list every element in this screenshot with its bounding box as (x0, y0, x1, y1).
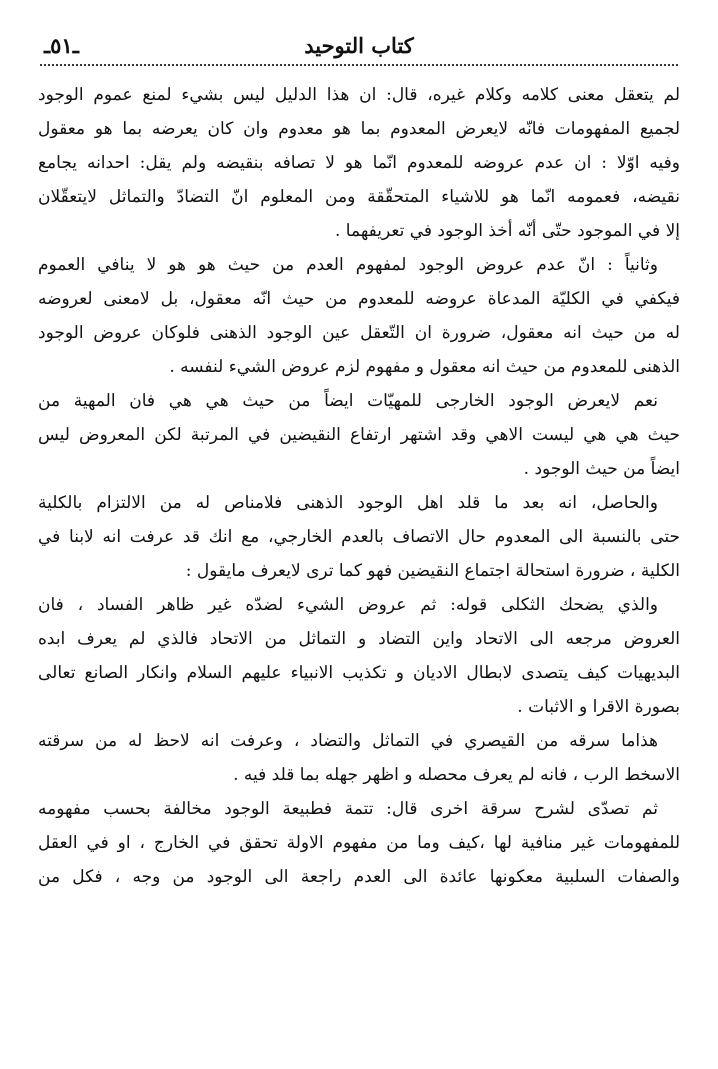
page-number: ـ٥١ـ (44, 33, 79, 58)
text-line: ايضاً من حيث الوجود . (523, 459, 680, 479)
body-text (38, 78, 680, 894)
text-line: هذاما سرقه من القيصري في التماثل والتضاد ، وعرفت انه لاحظ له من سرقته (38, 731, 658, 751)
running-title: كتاب التوحيد (304, 33, 414, 58)
text-line: نقيضه، فعمومه انّما هو للاشياء المتحقّقة ومن المعلوم انّ التضادّ والتماثل لايتعقّلان (38, 187, 680, 207)
text-line: وفيه اوّلا : ان عدم عروضه للمعدوم انّما هو لا تصافه بنقيضه ولم يقل: احدانه يجامع (38, 153, 680, 173)
text-line: حيث هي هي ليست الاهي وقد اشتهر ارتفاع النقيضين في المرتبة لكن المعروض ليس (38, 425, 680, 445)
header-divider (40, 64, 678, 66)
text-line: بصورة الاقرا و الاثبات . (517, 697, 680, 717)
text-line: البديهيات كيف يتصدى لابطال الاديان و تكذيب الانبياء عليهم السلام وانكار الصانع تعالى (38, 663, 680, 683)
text-line: إلا في الموجود حتّى أنّه أخذ الوجود في تعريفهما . (335, 221, 680, 241)
text-line: لجميع المفهومات فانّه لايعرض المعدوم بما هو معدوم وان كان يعرضه بما هو معقول (38, 119, 680, 139)
page-header (40, 28, 678, 64)
text-line: العروض مرجعه الى الاتحاد واين التضاد و التماثل من الاتحاد فالذي لم يعرف ابده (38, 629, 680, 649)
text-line: فيكفي في الكليّة المدعاة عروضه للمعدوم من حيث انّه معقول، بل لامعنى لعروضه (38, 289, 680, 309)
text-line: الذهنى للمعدوم من حيث انه معقول و مفهوم لزم عروض الشيء لنفسه . (169, 357, 680, 377)
text-line: الكلية ، ضرورة استحالة اجتماع النقيضين فهو كما ترى لايعرف مايقول : (185, 561, 680, 581)
text-line: والحاصل، انه بعد ما قلد اهل الوجود الذهنى فلامناص له من الالتزام بالكلية (38, 493, 658, 513)
text-line: حتى بالنسبة الى المعدوم حال الاتصاف بالعدم الخارجي، مع انك قد عرفت انه لابنا في (38, 527, 680, 547)
text-line: نعم لايعرض الوجود الخارجى للمهيّات ايضاً من حيث هي هي فان المهية من (38, 391, 658, 411)
text-line: والذي يضحك الثكلى قوله: ثم عروض الشيء لضدّه غير ظاهر الفساد ، فان (38, 595, 658, 615)
text-line: ثم تصدّى لشرح سرقة اخرى قال: تتمة فطبيعة الوجود مخالفة بحسب مفهومه (38, 799, 658, 819)
text-line: لم يتعقل معنى كلامه وكلام غيره، قال: ان هذا الدليل ليس بشيء لمنع عموم الوجود (38, 85, 680, 105)
text-line: الاسخط الرب ، فانه لم يعرف محصله و اظهر جهله بما قلد فيه . (233, 765, 680, 785)
text-line: وثانياً : انّ عدم عروض الوجود لمفهوم العدم من حيث هو هو لا ينافي العموم (38, 255, 658, 275)
text-line: والصفات السلبية معكونها عائدة الى العدم راجعة الى الوجود من وجه ، فكل من (38, 867, 680, 887)
text-line: للمفهومات غير منافية لها ،كيف وما من مفهوم الاولة تحقق في الخارج ، او في العقل (38, 833, 680, 853)
text-line: له من حيث انه معقول، ضرورة ان التّعقل عين الوجود الذهنى فلوكان عروض الوجود (38, 323, 680, 343)
